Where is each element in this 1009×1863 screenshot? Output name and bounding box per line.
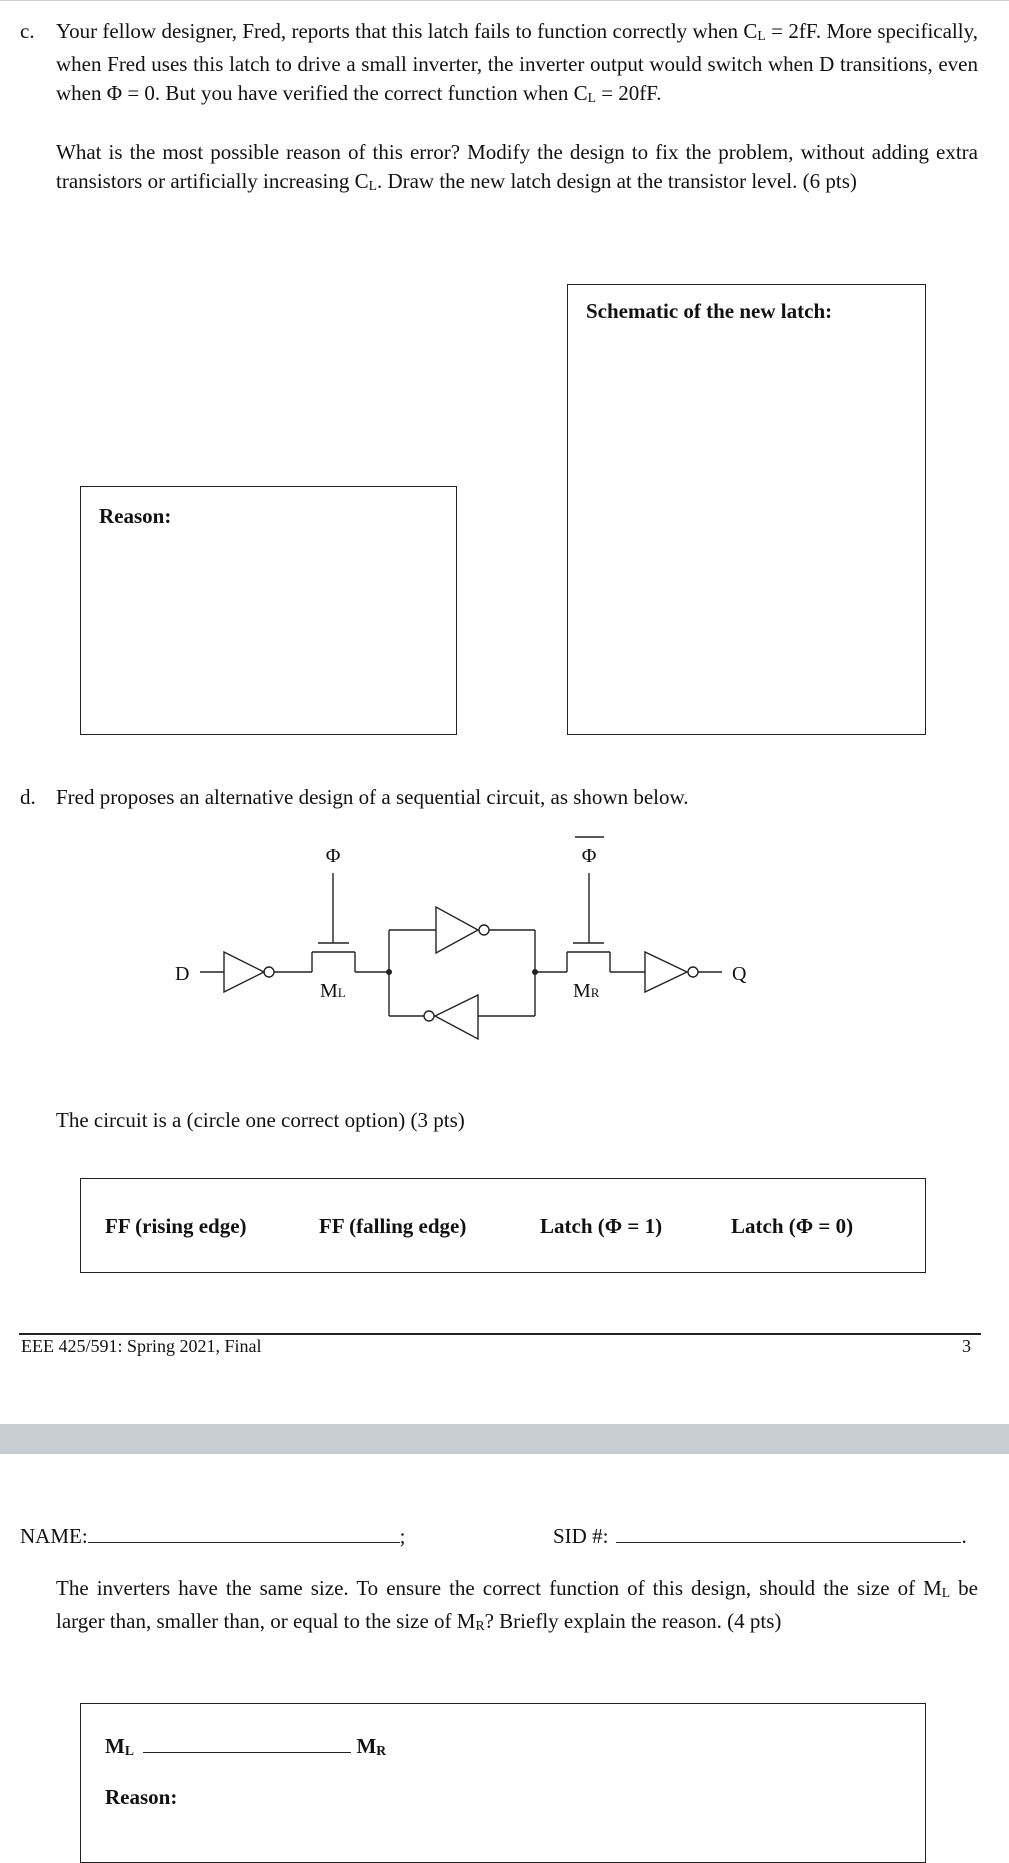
footer-rule <box>19 1333 981 1335</box>
mr-size-sub: R <box>376 1743 387 1758</box>
top-edge-line <box>0 0 1009 1</box>
forward-inverter-bubble <box>479 925 489 935</box>
latch-circuit-diagram <box>0 820 1009 1050</box>
input-inverter-triangle <box>224 952 264 992</box>
reason-answer-box[interactable] <box>80 486 457 735</box>
ml-size-sub: L <box>124 1743 134 1758</box>
right-node-dot <box>532 969 538 975</box>
output-inverter-bubble <box>688 967 698 977</box>
mr-size-label: M <box>356 1734 377 1758</box>
part-c-paragraph-1: Your fellow designer, Fred, reports that this latch fails to function correctly when $C_L = 2fF$. More specifically, when Fred uses this latch to drive a small inverter, the inverter output would switch when D transitions, even when Φ = 0. But you have verified the correct function when $C_L = 20fF$. <box>56 19 978 105</box>
schematic-box-title: Schematic of the new latch: <box>586 299 833 323</box>
feedback-inverter-triangle <box>435 995 478 1039</box>
sid-label: SID #: <box>553 1524 609 1548</box>
part-d-question: The circuit is a (circle one correct option) (3 pts) <box>56 1108 465 1132</box>
footer-page-number: 3 <box>962 1336 971 1356</box>
footer-course: EEE 425/591: Spring 2021, Final <box>21 1336 262 1356</box>
q-label: Q <box>732 963 747 985</box>
forward-inverter-triangle <box>436 907 478 953</box>
name-end: ; <box>399 1524 406 1548</box>
feedback-inverter-bubble <box>424 1011 434 1021</box>
ml-size-blank[interactable] <box>143 1752 351 1753</box>
phi-bar-label: Φ <box>581 845 597 867</box>
ml-size-line <box>105 1734 386 1759</box>
mr-label: MR <box>573 980 600 1002</box>
option-ff-rising-edge[interactable]: FF (rising edge) <box>105 1214 247 1238</box>
d-label: D <box>175 963 190 985</box>
size-answer-box[interactable] <box>80 1703 926 1863</box>
size-question: The inverters have the same size. To ensure the correct function of this design, should the size of $M_L$ be larger than, smaller than, or equal to the size of $M_R$? Briefly explain the reason. (4 pts) <box>56 1576 979 1633</box>
sid-line <box>553 1522 967 1551</box>
schematic-answer-box[interactable] <box>567 284 926 735</box>
output-inverter-triangle <box>645 952 687 992</box>
ml-label: ML <box>320 980 346 1002</box>
part-c-letter: c. <box>20 19 35 43</box>
size-reason-title: Reason: <box>105 1785 178 1809</box>
part-d-intro: Fred proposes an alternative design of a sequential circuit, as shown below. <box>56 785 689 809</box>
options-box <box>80 1178 926 1273</box>
sid-end: . <box>961 1524 967 1548</box>
part-c-paragraph-2: What is the most possible reason of this error? Modify the design to fix the problem, without adding extra transistors or artificially increasing $C_L$. Draw the new latch design at the transistor level. (6 pts) <box>56 140 978 193</box>
ml-size-label: M <box>105 1734 125 1758</box>
left-node-dot <box>386 969 392 975</box>
page-separator <box>0 1424 1009 1454</box>
phi-label: Φ <box>325 845 341 867</box>
reason-box-title: Reason: <box>99 504 172 528</box>
sid-blank[interactable] <box>616 1542 961 1543</box>
option-latch-phi-0[interactable]: Latch (Φ = 0) <box>731 1214 854 1238</box>
name-blank[interactable] <box>88 1542 400 1543</box>
name-label: NAME: <box>20 1524 88 1548</box>
name-line <box>20 1522 406 1551</box>
option-ff-falling-edge[interactable]: FF (falling edge) <box>319 1214 467 1238</box>
part-d-letter: d. <box>20 785 36 809</box>
option-latch-phi-1[interactable]: Latch (Φ = 1) <box>540 1214 663 1238</box>
